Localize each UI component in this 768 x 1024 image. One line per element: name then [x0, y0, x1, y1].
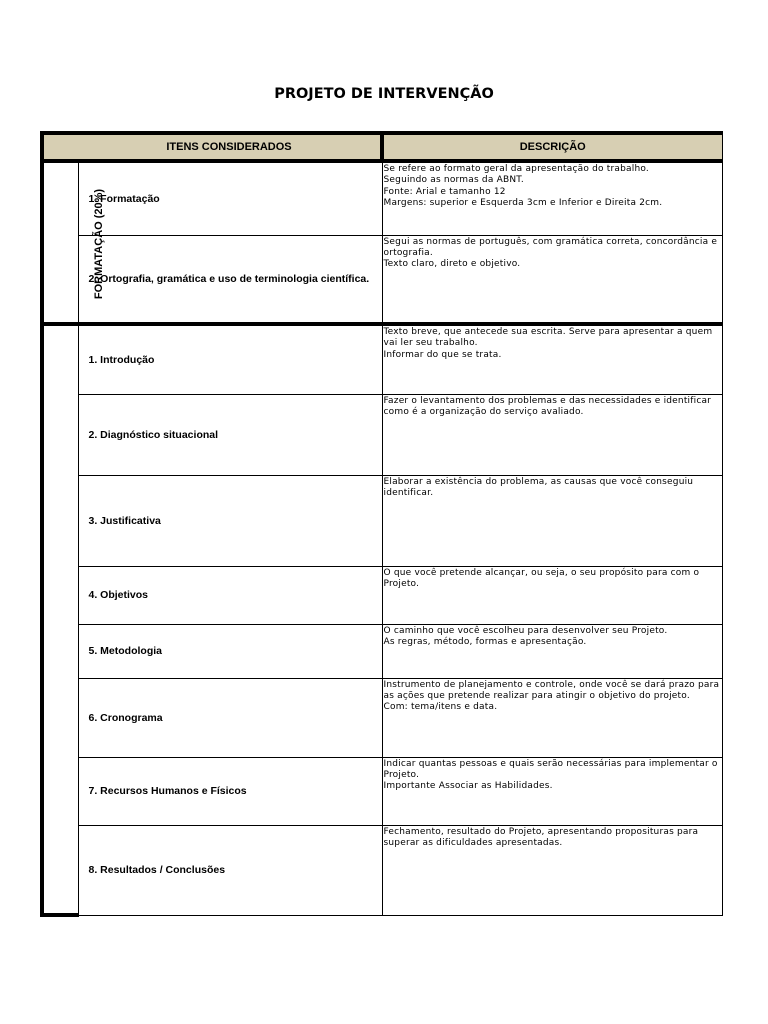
item-description: Segui as normas de português, com gramática correta, concordância e ortografia. Texto claro, direto e objetivo. — [382, 235, 722, 324]
table-row — [42, 825, 722, 915]
table-row — [42, 475, 722, 566]
item-description: O que você pretende alcançar, ou seja, o seu propósito para com o Projeto. — [382, 566, 722, 624]
item-label: 2. Ortografia, gramática e uso de terminologia científica. — [78, 235, 382, 324]
table-row — [42, 161, 722, 235]
header-row — [42, 133, 722, 161]
group-label-cell — [42, 161, 106, 324]
item-label: 4. Objetivos — [78, 566, 382, 624]
page-title: PROJETO DE INTERVENÇÃO — [274, 86, 494, 102]
item-description: Fechamento, resultado do Projeto, apresentando proposituras para superar as dificuldades apresentadas. — [382, 825, 722, 915]
item-label: 7. Recursos Humanos e Físicos — [78, 757, 382, 825]
item-description: Fazer o levantamento dos problemas e das necessidades e identificar como é a organização do serviço avaliado. — [382, 394, 722, 475]
item-label: 5. Metodologia — [78, 624, 382, 678]
item-label: 2. Diagnóstico situacional — [78, 394, 382, 475]
table-row — [42, 624, 722, 678]
item-description: Elaborar a existência do problema, as causas que você conseguiu identificar. — [382, 475, 722, 566]
item-label: 1. Formatação — [78, 161, 382, 235]
item-description: Se refere ao formato geral da apresentação do trabalho. Seguindo as normas da ABNT. Fonte: Arial e tamanho 12 Margens: superior e Esquerda 3cm e Inferior e Direita 2cm. — [382, 161, 722, 235]
table-row — [42, 235, 722, 324]
table-row — [42, 757, 722, 825]
item-label: 8. Resultados / Conclusões — [78, 825, 382, 915]
table-row — [42, 566, 722, 624]
item-label: 3. Justificativa — [78, 475, 382, 566]
table-row — [42, 678, 722, 757]
item-description: Indicar quantas pessoas e quais serão necessárias para implementar o Projeto. Importante Associar as Habilidades. — [382, 757, 722, 825]
table-row — [42, 324, 722, 394]
header-items: ITENS CONSIDERADOS — [78, 133, 382, 161]
item-description: Texto breve, que antecede sua escrita. Serve para apresentar a quem vai ler seu trabalho. Informar do que se trata. — [382, 324, 722, 394]
header-side-cell — [42, 133, 78, 161]
criteria-table — [40, 131, 723, 917]
item-label: 6. Cronograma — [78, 678, 382, 757]
table-row — [42, 394, 722, 475]
header-description: DESCRIÇÃO — [382, 133, 722, 161]
item-label: 1. Introdução — [78, 324, 382, 394]
group-label-cell — [42, 324, 78, 915]
item-description: O caminho que você escolheu para desenvolver seu Projeto. As regras, método, formas e apresentação. — [382, 624, 722, 678]
group-label: FORMATAÇÃO (20%) — [93, 188, 106, 299]
item-description: Instrumento de planejamento e controle, onde você se dará prazo para as ações que pretende realizar para atingir o objetivo do projeto. Com: tema/itens e data. — [382, 678, 722, 757]
